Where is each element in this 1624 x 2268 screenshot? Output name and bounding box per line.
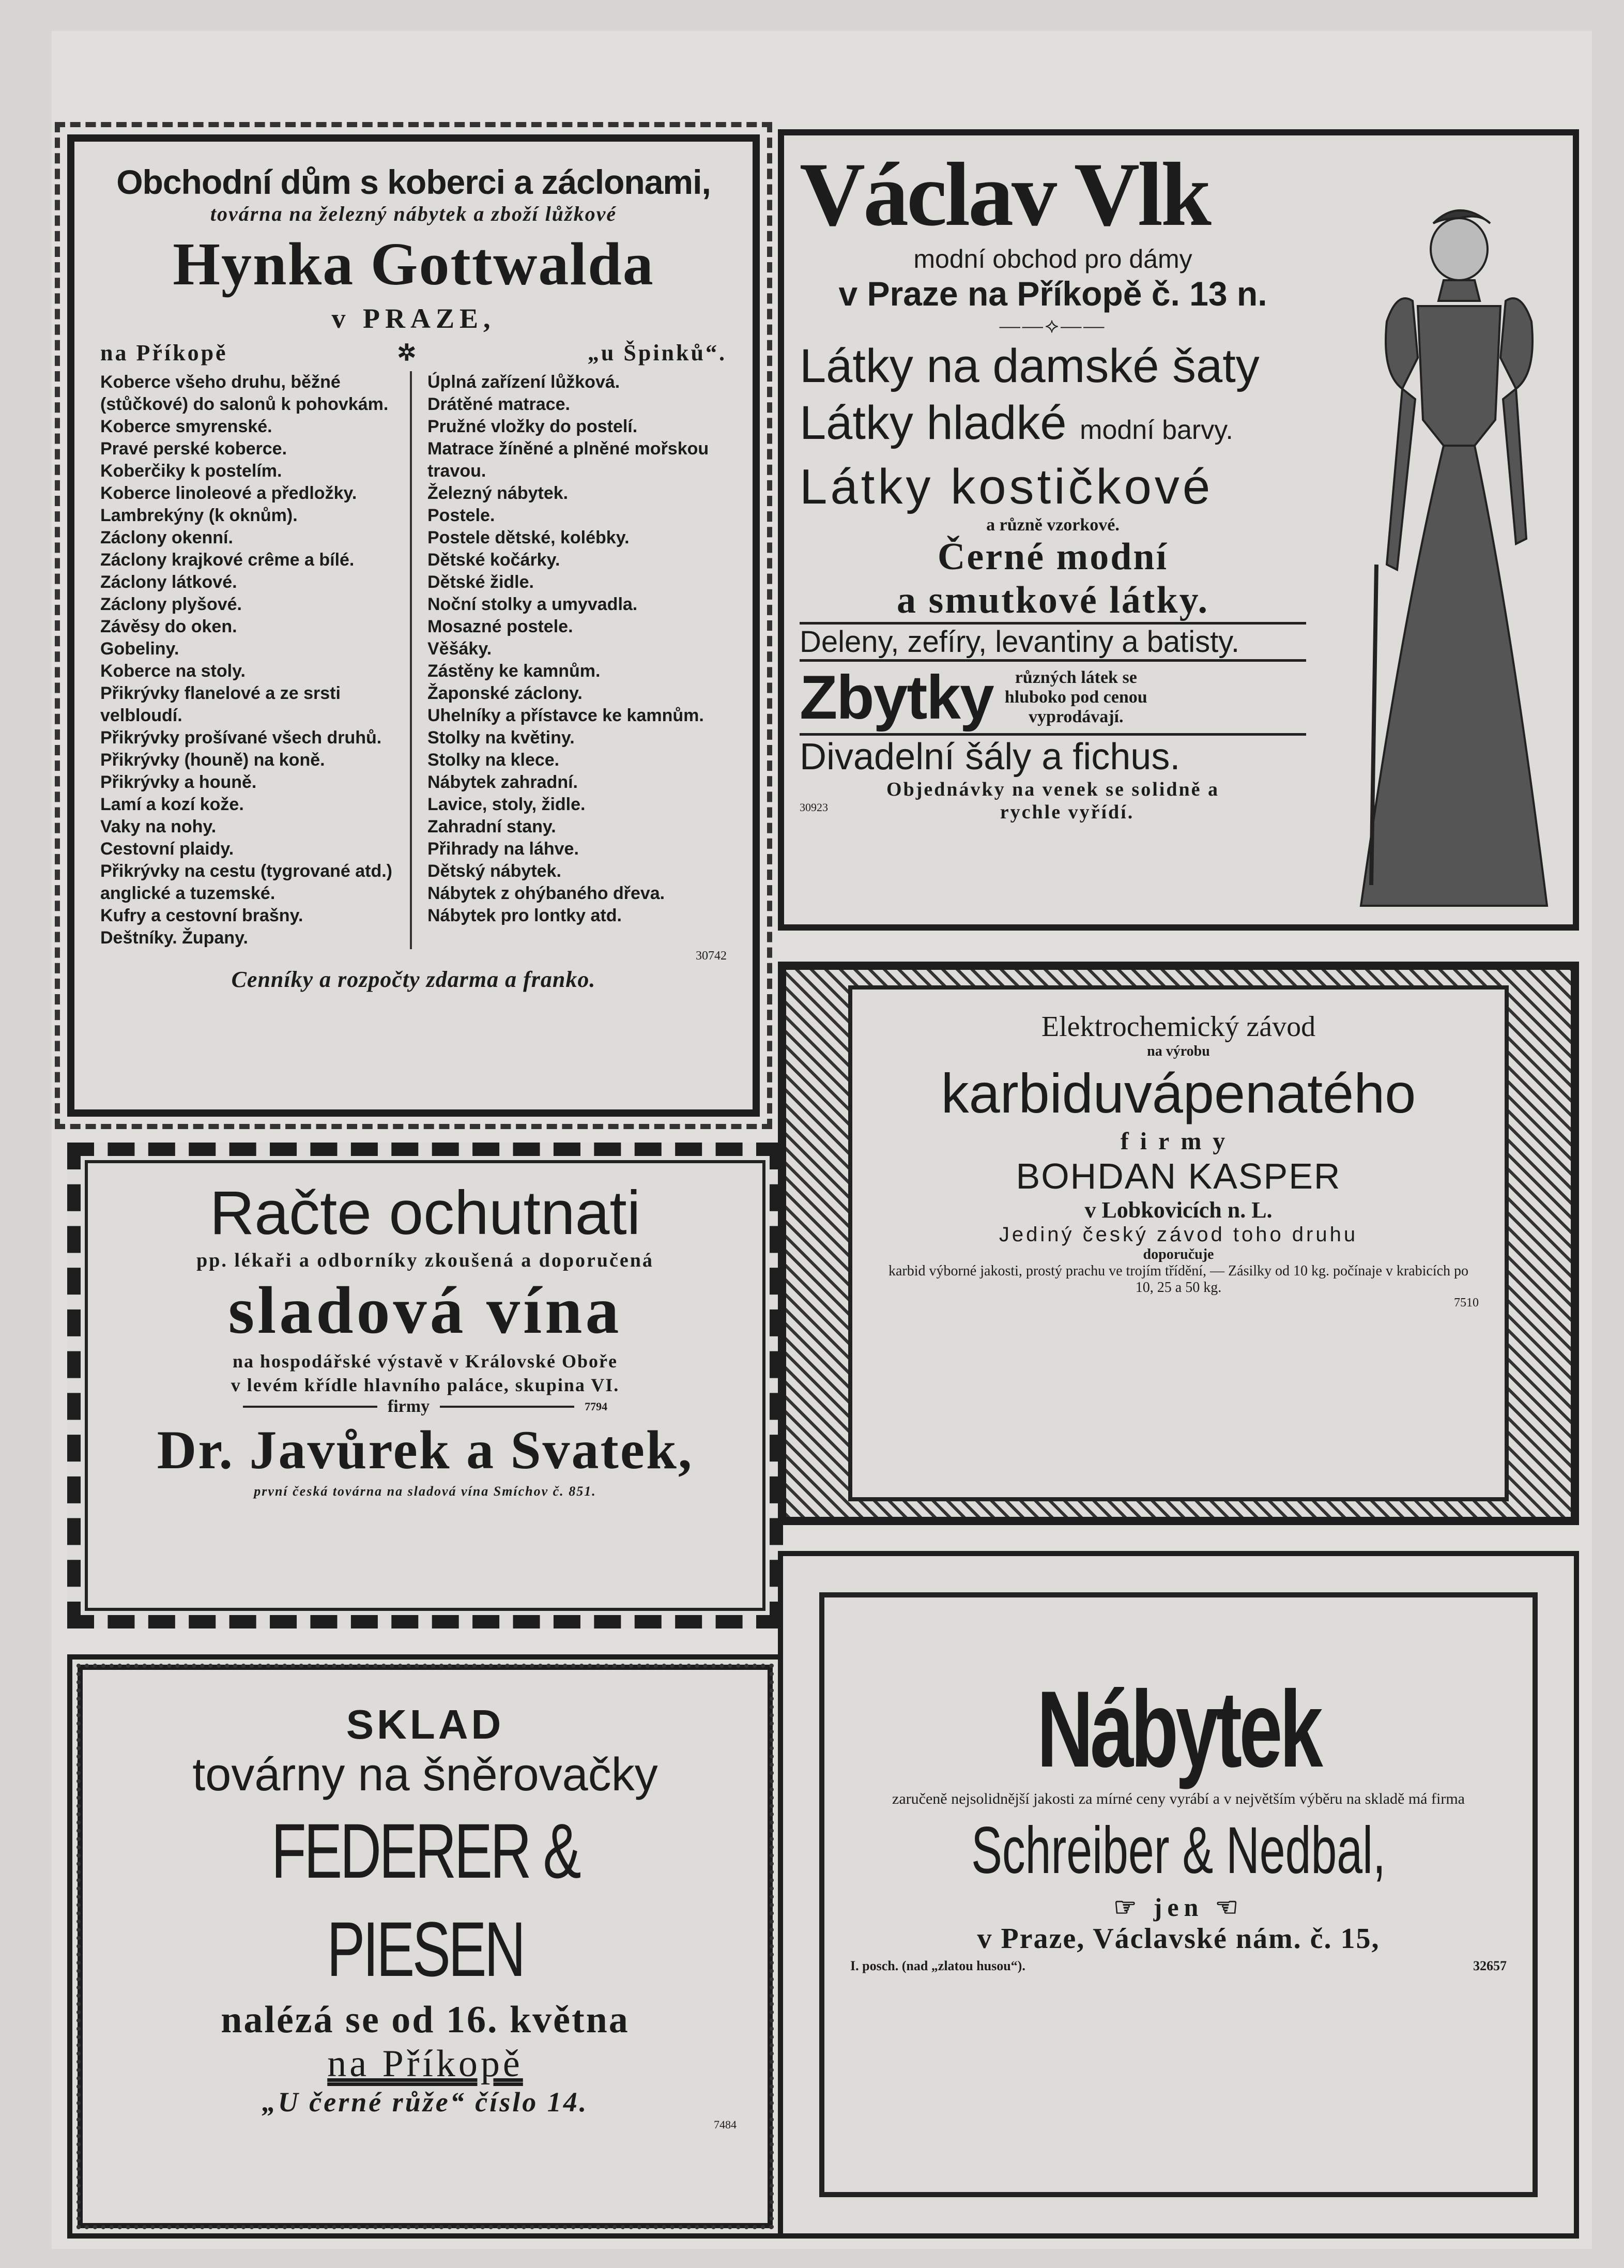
vlk-line3-sub: a různě vzorkové. — [986, 515, 1120, 535]
gottwald-columns — [100, 371, 727, 949]
list-item: Nábytek zahradní. — [427, 772, 578, 792]
kasper-line1: Elektrochemický závod — [1041, 1011, 1316, 1043]
list-item: Mosazné postele. — [427, 617, 573, 636]
vlk-line1: Látky na damské šaty — [800, 340, 1260, 392]
gottwald-heading: Obchodní dům s koberci a záclonami, — [116, 163, 711, 201]
javurek-rule-left — [243, 1406, 377, 1408]
vlk-address: v Praze na Příkopě č. 13 n. — [838, 275, 1267, 313]
list-item: Přikrývky flanelové a ze srsti velbloudí. — [100, 683, 341, 725]
schreiber-ref: 32657 — [1473, 1958, 1507, 1973]
javurek-exhibition-2: v levém křídle hlavního paláce, skupina VI. — [231, 1375, 620, 1395]
lady-illustration-icon — [1340, 203, 1557, 916]
list-item: Lambrekýny (k oknům). — [100, 506, 298, 525]
list-item: Koberčiky k postelím. — [100, 461, 282, 481]
list-item: Zahradní stany. — [427, 817, 556, 836]
vlk-orders-row — [800, 801, 1306, 824]
list-item: Lamí a kozí kože. — [100, 795, 244, 814]
schreiber-firm: Schreiber & Nedbal, — [971, 1814, 1386, 1888]
kasper-line2: na výrobu — [1147, 1043, 1210, 1059]
kasper-description: karbid výborné jakosti, prostý prachu ve trojím třídění, — Zásilky od 10 kg. počínaje v krabicích po 10, 25 a 50 kg. — [888, 1263, 1469, 1296]
schreiber-address: v Praze, Václavské nám. č. 15, — [977, 1923, 1380, 1955]
list-item: Stolky na květiny. — [427, 728, 575, 748]
javurek-firm-label-row — [112, 1397, 739, 1417]
ad-schreiber — [778, 1551, 1579, 2239]
gottwald-location-separator: ✲ — [397, 340, 419, 366]
vlk-title: Václav Vlk — [800, 144, 1209, 245]
gottwald-subheading: továrna na železný nábytek a zboží lůžkové — [210, 202, 617, 225]
vlk-ornament: ——⟡—— — [999, 314, 1107, 337]
javurek-firm-sub: první česká továrna na sladová vína Smíchov č. 851. — [254, 1484, 596, 1499]
list-item: Záclony krajkové crême a bílé. — [100, 550, 355, 570]
javurek-ref: 7794 — [585, 1400, 608, 1413]
schreiber-address-row — [850, 1958, 1507, 1974]
list-item: Koberce na stoly. — [100, 661, 246, 681]
list-item: Dětské židle. — [427, 572, 534, 592]
ad-gottwald — [67, 134, 760, 1117]
schreiber-inner — [819, 1592, 1538, 2197]
vlk-body — [800, 244, 1306, 824]
list-item: Záclony látkové. — [100, 572, 237, 592]
javurek-firm-label: firmy — [387, 1397, 430, 1416]
javurek-exhibition-1: na hospodářské výstavě v Královské Oboře — [232, 1351, 618, 1372]
vlk-black2: a smutkové látky. — [896, 579, 1209, 621]
vlk-subtitle: modní obchod pro dámy — [913, 245, 1192, 273]
kasper-location: v Lobkovicích n. L. — [1084, 1197, 1273, 1223]
list-item: Přihrady na láhve. — [427, 839, 579, 859]
gottwald-left-column — [100, 371, 412, 949]
kasper-firm-label: firmy — [1120, 1128, 1237, 1155]
list-item: Železný nábytek. — [427, 483, 569, 503]
vlk-orders-2: rychle vyřídí. — [1000, 801, 1135, 823]
schreiber-title: Nábytek — [1037, 1668, 1320, 1790]
ad-federer — [67, 1654, 783, 2239]
list-item: Přikrývky prošívané všech druhů. — [100, 728, 382, 748]
list-item: Zástěny ke kamnům. — [427, 661, 601, 681]
list-item: Dětský nábytek. — [427, 861, 561, 881]
ad-vlk — [778, 129, 1579, 931]
list-item: Přikrývky a houně. — [100, 772, 257, 792]
vlk-zbytky-text-2: hluboko pod cenou — [1004, 688, 1147, 707]
federer-date: nalézá se od 16. května — [221, 1999, 630, 2041]
javurek-rule-right — [440, 1406, 574, 1408]
federer-place: na Příkopě — [327, 2043, 523, 2085]
list-item: Lavice, stoly, židle. — [427, 795, 586, 814]
list-item: Stolky na klece. — [427, 750, 560, 770]
gottwald-footer: Cenníky a rozpočty zdarma a franko. — [231, 967, 596, 992]
vlk-black1: Černé modní — [937, 536, 1169, 578]
ad-kasper — [778, 962, 1579, 1525]
list-item: Vaky na nohy. — [100, 817, 217, 836]
list-item: Noční stolky a umyvadla. — [427, 595, 638, 614]
gottwald-city: v PRAZE, — [331, 303, 496, 334]
gottwald-location-row — [100, 340, 727, 366]
javurek-firm: Dr. Javůrek a Svatek, — [157, 1420, 694, 1480]
list-item: Uhelníky a přístavce ke kamnům. — [427, 706, 704, 725]
list-item: Deštníky. Župany. — [100, 928, 248, 948]
list-item: Věšáky. — [427, 639, 492, 659]
vlk-line2 — [800, 394, 1306, 459]
schreiber-address-sub: I. posch. (nad „zlatou husou“). — [850, 1958, 1025, 1973]
ad-javurek — [67, 1143, 783, 1628]
kasper-unique: Jediný český závod toho druhu — [999, 1223, 1358, 1246]
list-item: Úplná zařízení lůžková. — [427, 372, 620, 392]
list-item: Žaponské záclony. — [427, 683, 583, 703]
federer-factory: továrny na šněrovačky — [192, 1749, 658, 1801]
federer-house: „U černé růže“ číslo 14. — [262, 2087, 589, 2118]
kasper-recommends: doporučuje — [1143, 1246, 1214, 1262]
vlk-zbytky-text-3: vyprodávají. — [1028, 707, 1124, 726]
list-item: Závěsy do oken. — [100, 617, 237, 636]
list-item: Cestovní plaidy. — [100, 839, 234, 859]
javurek-title: Račte ochutnati — [209, 1178, 641, 1247]
gottwald-ref: 30742 — [696, 949, 727, 963]
gottwald-location-right: „u Špinků“. — [587, 340, 727, 366]
kasper-ref: 7510 — [1454, 1296, 1479, 1310]
vlk-line2-small: modní barvy. — [1080, 415, 1233, 445]
gottwald-name: Hynka Gottwalda — [173, 230, 654, 298]
vlk-line2-big: Látky hladké — [800, 397, 1067, 449]
list-item: Drátěné matrace. — [427, 394, 570, 414]
federer-ref: 7484 — [714, 2118, 737, 2131]
vlk-zbytky-text — [1005, 668, 1147, 727]
vlk-divadelni: Divadelní šály a fichus. — [800, 736, 1181, 778]
list-item: Postele. — [427, 506, 495, 525]
list-item: Dětské kočárky. — [427, 550, 560, 570]
vlk-zbytky: Zbytky — [800, 663, 993, 732]
javurek-recommended: pp. lékaři a odborníky zkoušená a doporučená — [196, 1250, 654, 1271]
list-item: Koberce smyrenské. — [100, 417, 272, 436]
federer-firm: FEDERER & PIESEN — [271, 1807, 579, 1992]
vlk-ref: 30923 — [800, 801, 828, 814]
list-item: Nábytek pro lontky atd. — [427, 906, 622, 925]
kasper-product: karbiduvápenatého — [941, 1062, 1416, 1124]
list-item: Pružné vložky do postelí. — [427, 417, 638, 436]
kasper-name: BOHDAN KASPER — [1016, 1156, 1341, 1196]
newspaper-page — [52, 31, 1592, 2249]
list-item: Nábytek z ohýbaného dřeva. — [427, 884, 665, 903]
list-item: Pravé perské koberce. — [100, 439, 287, 459]
list-item: Koberce linoleové a předložky. — [100, 483, 357, 503]
javurek-wine: sladová vína — [228, 1273, 622, 1348]
list-item: Záclony okenní. — [100, 528, 233, 547]
schreiber-jen: ☞ jen ☜ — [1113, 1893, 1244, 1922]
list-item: Kufry a cestovní brašny. — [100, 906, 303, 925]
list-item: Přikrývky (houně) na koně. — [100, 750, 325, 770]
federer-sklad: SKLAD — [346, 1701, 504, 1747]
list-item: Přikrývky na cestu (tygrované atd.) anglické a tuzemské. — [100, 861, 393, 903]
list-item: Matrace žíněné a plněné mořskou travou. — [427, 439, 709, 481]
list-item: Záclony plyšové. — [100, 595, 242, 614]
vlk-orders-1: Objednávky na venek se solidně a — [886, 779, 1219, 800]
list-item: Postele dětské, kolébky. — [427, 528, 630, 547]
gottwald-location-left: na Příkopě — [100, 340, 228, 366]
kasper-inner — [848, 985, 1509, 1501]
vlk-fabrics: Deleny, zefíry, levantiny a batisty. — [800, 625, 1240, 659]
schreiber-description: zaručeně nejsolidnější jakosti za mírné ceny vyrábí a v největším výběru na skladě má firma — [892, 1790, 1465, 1807]
list-item: Gobeliny. — [100, 639, 179, 659]
gottwald-right-column — [427, 371, 727, 949]
vlk-zbytky-row — [800, 662, 1306, 733]
list-item: Koberce všeho druhu, běžné (stůčkové) do salonů k pohovkám. — [100, 372, 389, 414]
vlk-line3: Látky kostičkové — [800, 459, 1214, 514]
vlk-zbytky-text-1: různých látek se — [1015, 668, 1137, 687]
